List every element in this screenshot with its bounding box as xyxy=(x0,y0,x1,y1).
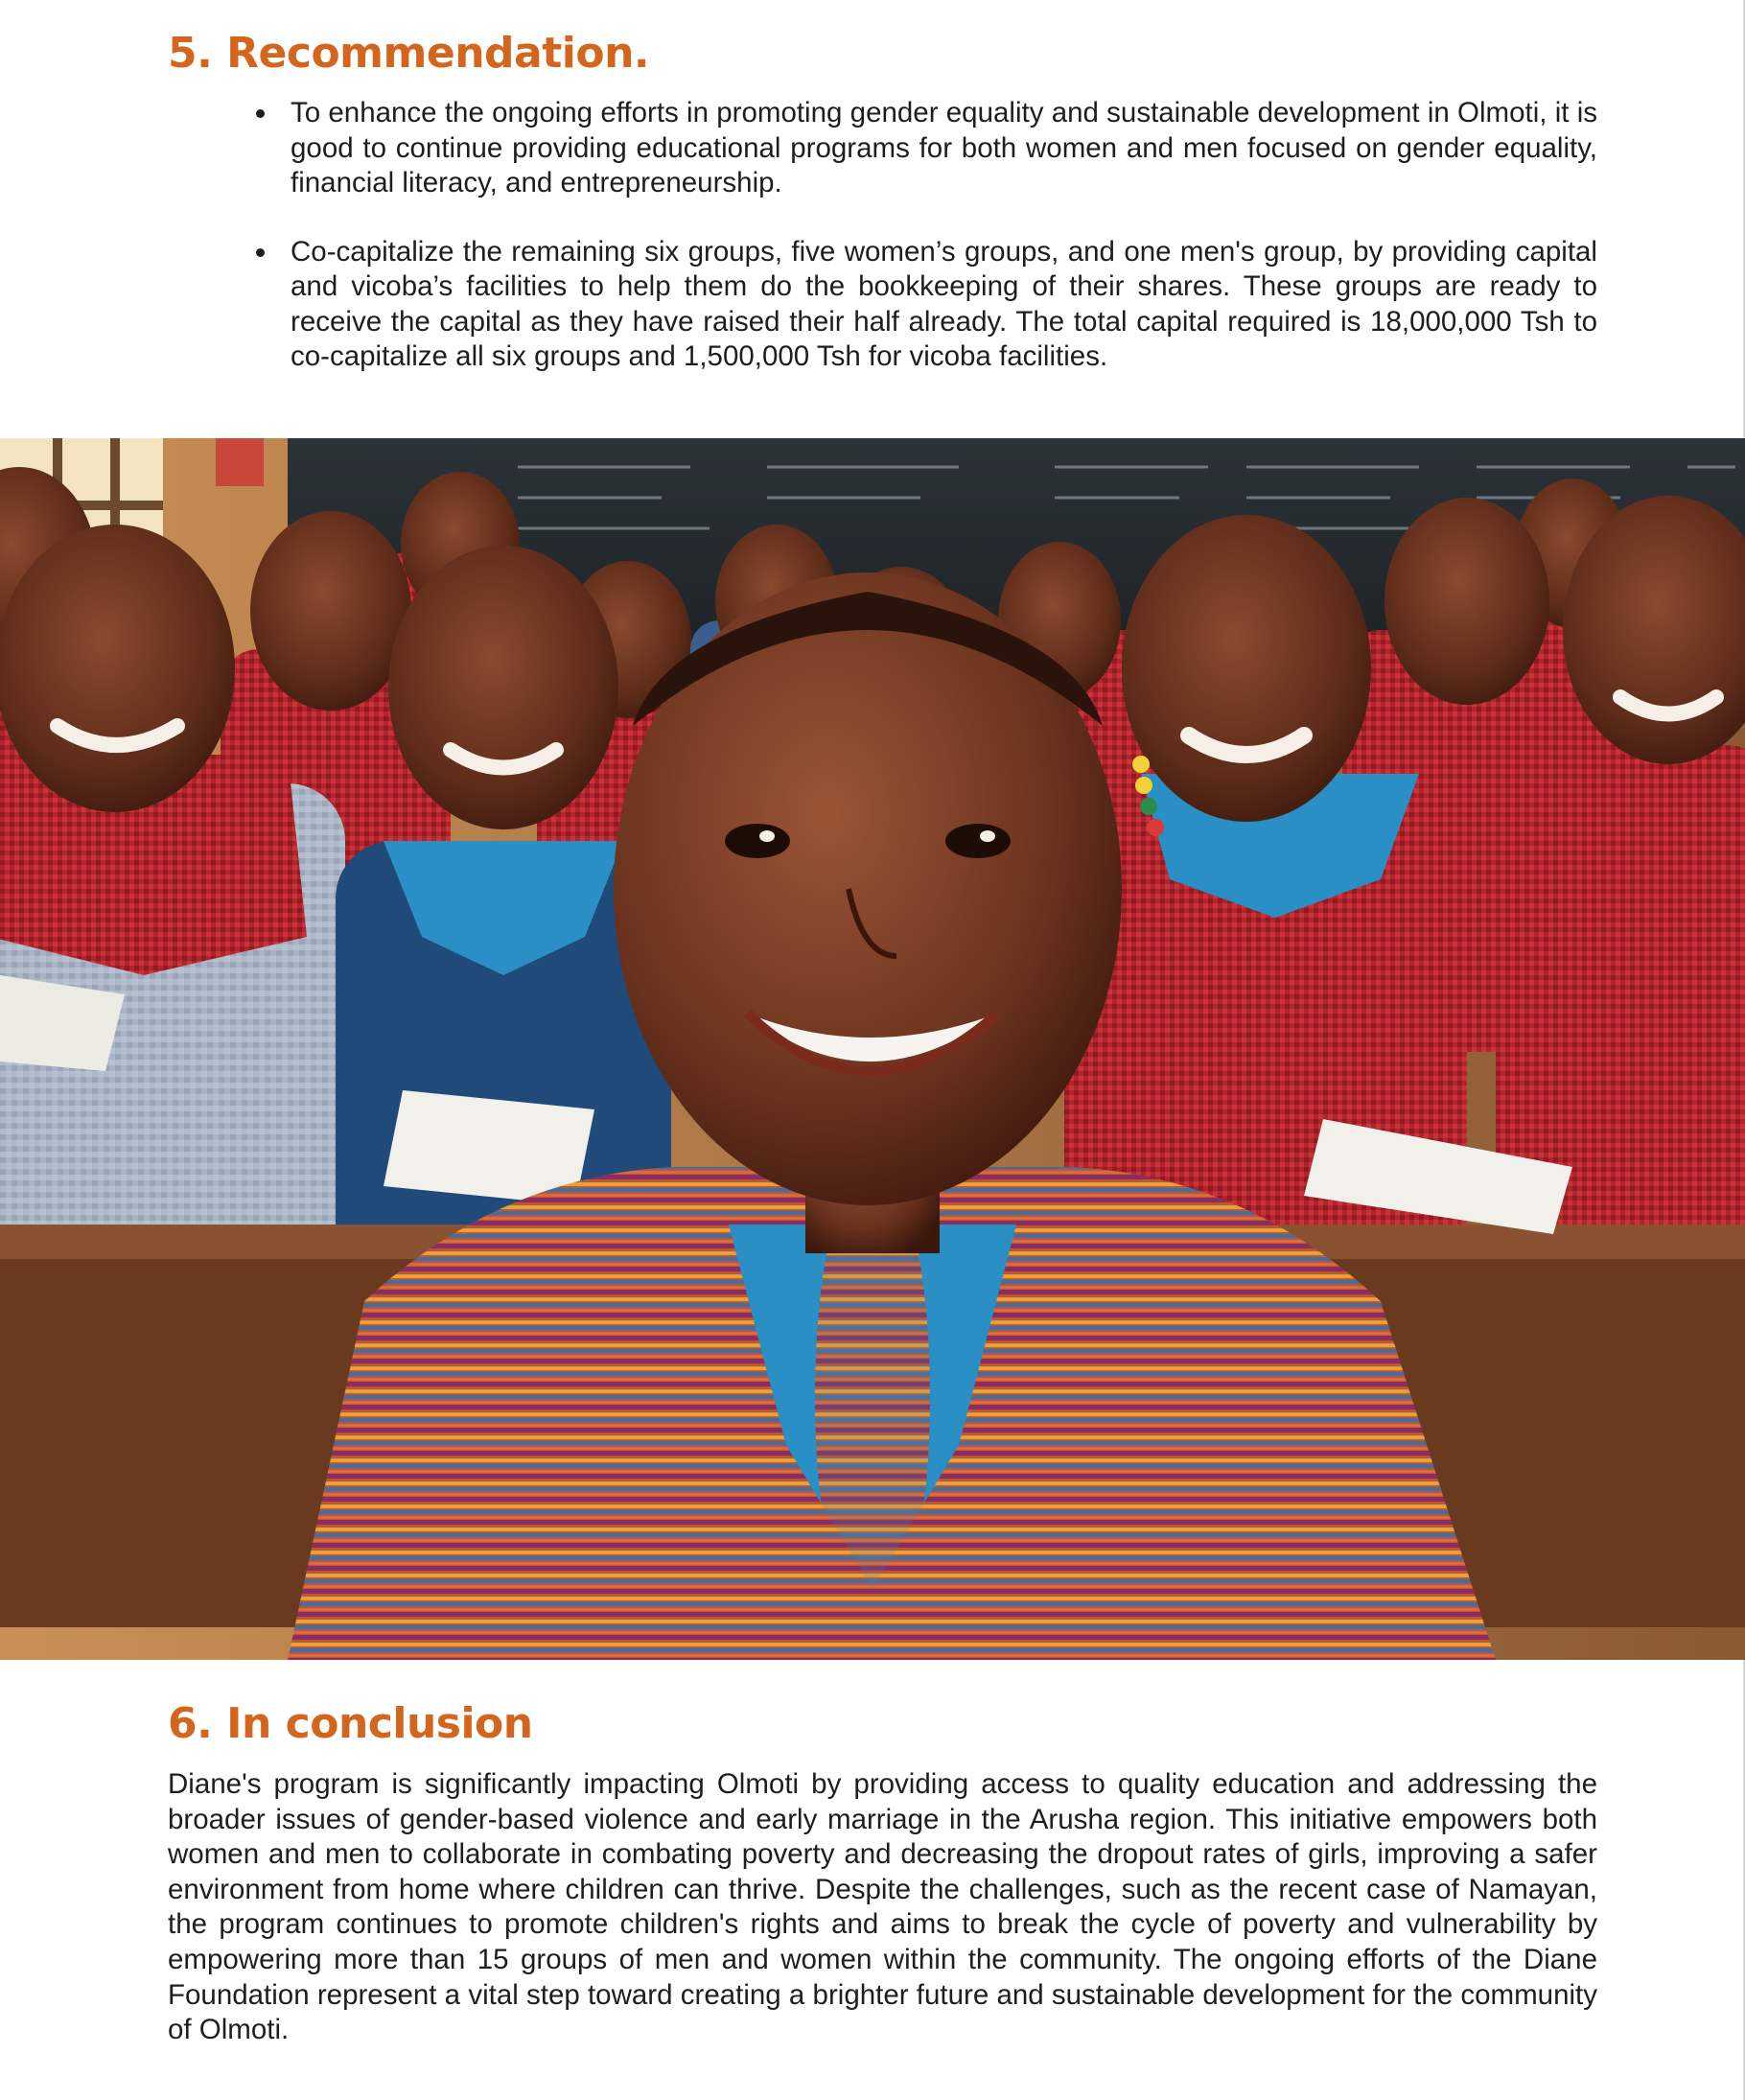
list-item-text: Co-capitalize the remaining six groups, five women’s groups, and one men's group, by providing capital and vicoba’s facilities to help them do the bookkeeping of their shares. These groups are ready to receive the capital as they have raised their half already. The total capital required is 18,000,000 Tsh to co-capitalize all six groups and 1,500,000 Tsh for vicoba facilities. xyxy=(291,235,1597,372)
list-item-text: To enhance the ongoing efforts in promoting gender equality and sustainable development in Olmoti, it is good to continue providing educational programs for both women and men focused on gender equality, financial literacy, and entrepreneurship. xyxy=(291,97,1597,198)
list-item xyxy=(251,235,1597,375)
section-heading-recommendation: 5. Recommendation. xyxy=(168,29,650,78)
bullet-icon xyxy=(256,109,265,118)
classroom-photo xyxy=(0,438,1745,1660)
list-item xyxy=(251,96,1597,201)
recommendation-list xyxy=(251,96,1597,408)
section-heading-conclusion: 6. In conclusion xyxy=(168,1699,533,1748)
bullet-icon xyxy=(256,248,265,257)
classroom-illustration xyxy=(0,438,1745,1660)
conclusion-paragraph: Diane's program is significantly impacting Olmoti by providing access to quality education and addressing the broader issues of gender-based violence and early marriage in the Arusha region. This initiative empowers both women and men to collaborate in combating poverty and decreasing the dropout rates of girls, improving a safer environment from home where children can thrive. Despite the challenges, such as the recent case of Namayan, the program continues to promote children's rights and aims to break the cycle of poverty and vulnerability by empowering more than 15 groups of men and women within the community. The ongoing efforts of the Diane Foundation represent a vital step toward creating a brighter future and sustainable development for the community of Olmoti. xyxy=(168,1768,1597,2046)
